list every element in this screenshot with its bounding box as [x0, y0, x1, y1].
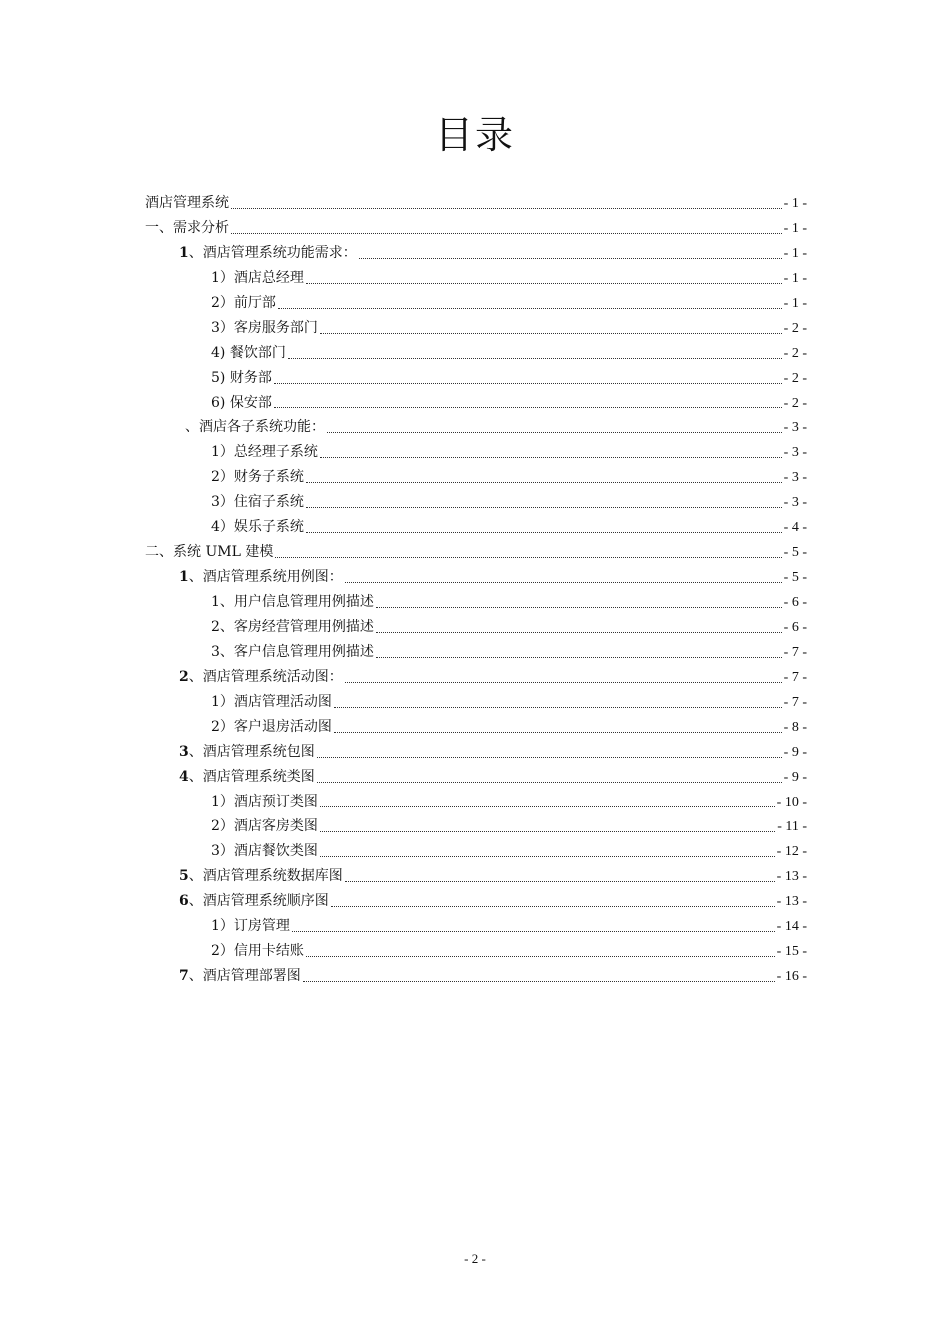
- dot-leader: [320, 855, 775, 857]
- toc-entry[interactable]: [145, 665, 807, 690]
- toc-entry-page: - 2 -: [783, 370, 807, 386]
- dot-leader: [306, 531, 782, 533]
- toc-entry-title: [211, 366, 272, 391]
- toc-entry-title: [179, 740, 315, 765]
- toc-entry-page: - 2 -: [783, 320, 807, 336]
- toc-entry-title: [211, 914, 290, 939]
- toc-entry-text: 1）酒店预订类图: [211, 793, 318, 810]
- toc-entry-text: 6) 保安部: [211, 394, 272, 411]
- dot-leader: [292, 930, 775, 932]
- toc-entry-number: 2: [179, 668, 189, 685]
- toc-entry-page: - 3 -: [783, 470, 807, 486]
- toc-entry-page: - 3 -: [783, 420, 807, 436]
- toc-entry-title: [211, 615, 374, 640]
- dot-leader: [376, 606, 782, 608]
- toc-entry[interactable]: [145, 740, 807, 765]
- dot-leader: [306, 955, 775, 957]
- toc-entry-text: 4) 餐饮部门: [211, 344, 286, 361]
- toc-entry-page: - 13 -: [776, 894, 807, 910]
- toc-entry[interactable]: [145, 341, 807, 366]
- toc-entry-page: - 7 -: [783, 669, 807, 685]
- dot-leader: [274, 406, 782, 408]
- toc-entry-page: - 1 -: [783, 196, 807, 211]
- toc-entry-text: 二、系统 UML 建模: [145, 544, 274, 561]
- toc-entry-page: - 14 -: [776, 919, 807, 935]
- dot-leader: [303, 980, 775, 982]
- toc-entry[interactable]: [145, 814, 807, 839]
- toc-entry-page: - 7 -: [783, 694, 807, 710]
- toc-entry[interactable]: [145, 490, 807, 515]
- dot-leader: [331, 905, 775, 907]
- toc-entry-text: 1）订房管理: [211, 918, 290, 935]
- toc-entry[interactable]: [145, 765, 807, 790]
- toc-entry-number: 6: [179, 893, 189, 910]
- toc-entry[interactable]: [145, 964, 807, 989]
- toc-entry-page: - 5 -: [783, 545, 807, 561]
- toc-entry-page: - 3 -: [783, 445, 807, 461]
- toc-entry-text: 1）酒店总经理: [211, 269, 304, 286]
- toc-entry-title: [211, 640, 374, 665]
- toc-entry-page: - 16 -: [776, 969, 807, 985]
- toc-entry[interactable]: [145, 266, 807, 291]
- toc-entry-title: [211, 291, 276, 316]
- toc-entry[interactable]: [145, 440, 807, 465]
- toc-entry-title: [211, 690, 332, 715]
- toc-entry-title: [179, 665, 343, 690]
- toc-entry-title: [211, 715, 332, 740]
- toc-entry[interactable]: [145, 790, 807, 815]
- toc-entry-page: - 3 -: [783, 495, 807, 511]
- toc-entry-page: - 2 -: [783, 395, 807, 411]
- toc-entry-text: 2）前厅部: [211, 294, 276, 311]
- toc-entry[interactable]: [145, 291, 807, 316]
- toc-entry-number: 7: [179, 968, 189, 985]
- dot-leader: [320, 805, 775, 807]
- toc-entry-page: - 10 -: [776, 794, 807, 810]
- dot-leader: [275, 556, 781, 558]
- toc-entry[interactable]: [145, 914, 807, 939]
- toc-entry-title: [179, 241, 357, 266]
- toc-entry[interactable]: [145, 839, 807, 864]
- toc-entry[interactable]: [145, 366, 807, 391]
- toc-entry-text: 、酒店管理部署图: [188, 968, 301, 985]
- toc-entry-title: [185, 415, 325, 440]
- toc-entry-page: - 13 -: [776, 869, 807, 885]
- toc-entry-text: 1）总经理子系统: [211, 444, 318, 461]
- toc-entry-text: 2）酒店客房类图: [211, 818, 318, 835]
- toc-entry-title: [211, 590, 374, 615]
- toc-entry-title: [179, 889, 329, 914]
- dot-leader: [345, 581, 782, 583]
- toc-entry-page: - 9 -: [783, 744, 807, 760]
- toc-entry-number: 5: [179, 868, 189, 885]
- toc-entry-page: - 11 -: [777, 819, 807, 835]
- dot-leader: [327, 431, 782, 433]
- toc-entry[interactable]: [145, 216, 807, 241]
- toc-entry-title: [179, 964, 301, 989]
- toc-entry-title: [179, 565, 343, 590]
- toc-entry-page: - 5 -: [783, 570, 807, 586]
- dot-leader: [231, 207, 782, 209]
- toc-entry-page: - 8 -: [783, 719, 807, 735]
- toc-entry[interactable]: [145, 939, 807, 964]
- dot-leader: [274, 382, 782, 384]
- toc-entry-title: [211, 440, 318, 465]
- toc-entry-text: 3）酒店餐饮类图: [211, 843, 318, 860]
- dot-leader: [345, 681, 782, 683]
- toc-entry-page: - 6 -: [783, 619, 807, 635]
- toc-entry-text: 4）娱乐子系统: [211, 519, 304, 536]
- toc-entry-page: - 15 -: [776, 944, 807, 960]
- toc-entry-text: 、酒店管理系统数据库图: [188, 868, 343, 885]
- dot-leader: [278, 307, 782, 309]
- toc-entry-text: 1、用户信息管理用例描述: [211, 594, 374, 610]
- toc-entry[interactable]: [145, 241, 807, 266]
- toc-entry-page: - 1 -: [783, 270, 807, 286]
- toc-entry-text: 1）酒店管理活动图: [211, 693, 332, 710]
- toc-entry-text: 3、客户信息管理用例描述: [211, 643, 374, 660]
- toc-entry[interactable]: [145, 864, 807, 889]
- toc-entry[interactable]: [145, 615, 807, 640]
- toc-entry-title: [211, 316, 318, 341]
- toc-entry-title: [211, 465, 304, 490]
- toc-entry-title: [145, 191, 229, 216]
- toc-entry[interactable]: [145, 415, 807, 440]
- page-number: - 2 -: [464, 1251, 486, 1266]
- toc-entry[interactable]: [145, 316, 807, 341]
- toc-entry[interactable]: [145, 590, 807, 615]
- toc-entry-title: [145, 216, 229, 241]
- toc-entry-title: [179, 765, 315, 790]
- toc-entry-text: 5) 财务部: [211, 369, 272, 386]
- toc-entry-page: - 7 -: [783, 644, 807, 660]
- toc-entry[interactable]: [145, 465, 807, 490]
- toc-entry[interactable]: [145, 515, 807, 540]
- toc-entry-text: 、酒店管理系统活动图：: [188, 668, 343, 685]
- dot-leader: [334, 731, 782, 733]
- toc-entry-title: [211, 266, 304, 291]
- toc-entry[interactable]: [145, 715, 807, 740]
- toc-entry-title: [211, 515, 304, 540]
- toc-entry-text: 、酒店管理系统类图: [188, 768, 315, 785]
- toc-entry-title: [211, 490, 304, 515]
- toc-entry-title: [211, 341, 286, 366]
- toc-entry[interactable]: [145, 540, 807, 565]
- page-title: 目录: [434, 113, 515, 157]
- toc-entry[interactable]: [145, 690, 807, 715]
- dot-leader: [345, 880, 775, 882]
- dot-leader: [376, 656, 782, 658]
- toc-entry-text: 、酒店管理系统包图: [188, 743, 315, 760]
- toc-entry-title: [211, 939, 304, 964]
- toc-entry[interactable]: [145, 191, 807, 216]
- toc-entry-text: 3）住宿子系统: [211, 494, 304, 511]
- toc-entry[interactable]: [145, 889, 807, 914]
- toc-entry-page: - 1 -: [783, 220, 807, 236]
- toc-entry-text: 2）客户退房活动图: [211, 718, 332, 735]
- toc-entry-page: - 6 -: [783, 595, 807, 610]
- toc-entry-number: 4: [179, 768, 189, 785]
- table-of-contents: [145, 191, 807, 989]
- toc-entry-page: - 2 -: [783, 345, 807, 361]
- dot-leader: [359, 257, 782, 259]
- toc-entry-text: 、酒店管理系统顺序图: [188, 893, 329, 910]
- dot-leader: [306, 506, 782, 508]
- toc-entry-number: 3: [179, 743, 189, 760]
- dot-leader: [317, 781, 782, 783]
- dot-leader: [334, 706, 782, 708]
- toc-entry-page: - 12 -: [776, 844, 807, 860]
- toc-entry-text: 2）财务子系统: [211, 469, 304, 486]
- dot-leader: [320, 830, 775, 832]
- toc-entry[interactable]: [145, 640, 807, 665]
- toc-entry-text: 、酒店各子系统功能：: [185, 419, 325, 436]
- dot-leader: [306, 481, 782, 483]
- toc-entry-text: 2、客房经营管理用例描述: [211, 618, 374, 635]
- dot-leader: [317, 756, 782, 758]
- toc-entry[interactable]: [145, 391, 807, 416]
- toc-entry-text: 2）信用卡结账: [211, 943, 304, 960]
- toc-entry[interactable]: [145, 565, 807, 590]
- toc-entry-text: 一、需求分析: [145, 219, 229, 236]
- dot-leader: [231, 232, 782, 234]
- toc-entry-text: 酒店管理系统: [145, 195, 229, 211]
- dot-leader: [306, 282, 782, 284]
- toc-entry-text: 、酒店管理系统用例图：: [188, 569, 343, 586]
- toc-entry-title: [211, 839, 318, 864]
- dot-leader: [376, 631, 782, 633]
- dot-leader: [288, 357, 782, 359]
- toc-entry-text: 3）客房服务部门: [211, 319, 318, 336]
- toc-entry-title: [211, 790, 318, 815]
- toc-entry-text: 、酒店管理系统功能需求：: [188, 244, 357, 261]
- toc-entry-number: 1: [179, 244, 189, 261]
- dot-leader: [320, 456, 782, 458]
- toc-entry-title: [179, 864, 343, 889]
- dot-leader: [320, 332, 782, 334]
- toc-entry-number: 1: [179, 569, 189, 586]
- toc-entry-page: - 4 -: [783, 520, 807, 536]
- toc-entry-title: [211, 391, 272, 416]
- toc-entry-page: - 1 -: [783, 245, 807, 261]
- toc-entry-title: [145, 540, 273, 565]
- toc-entry-page: - 9 -: [783, 769, 807, 785]
- toc-entry-title: [211, 814, 318, 839]
- toc-entry-page: - 1 -: [783, 295, 807, 311]
